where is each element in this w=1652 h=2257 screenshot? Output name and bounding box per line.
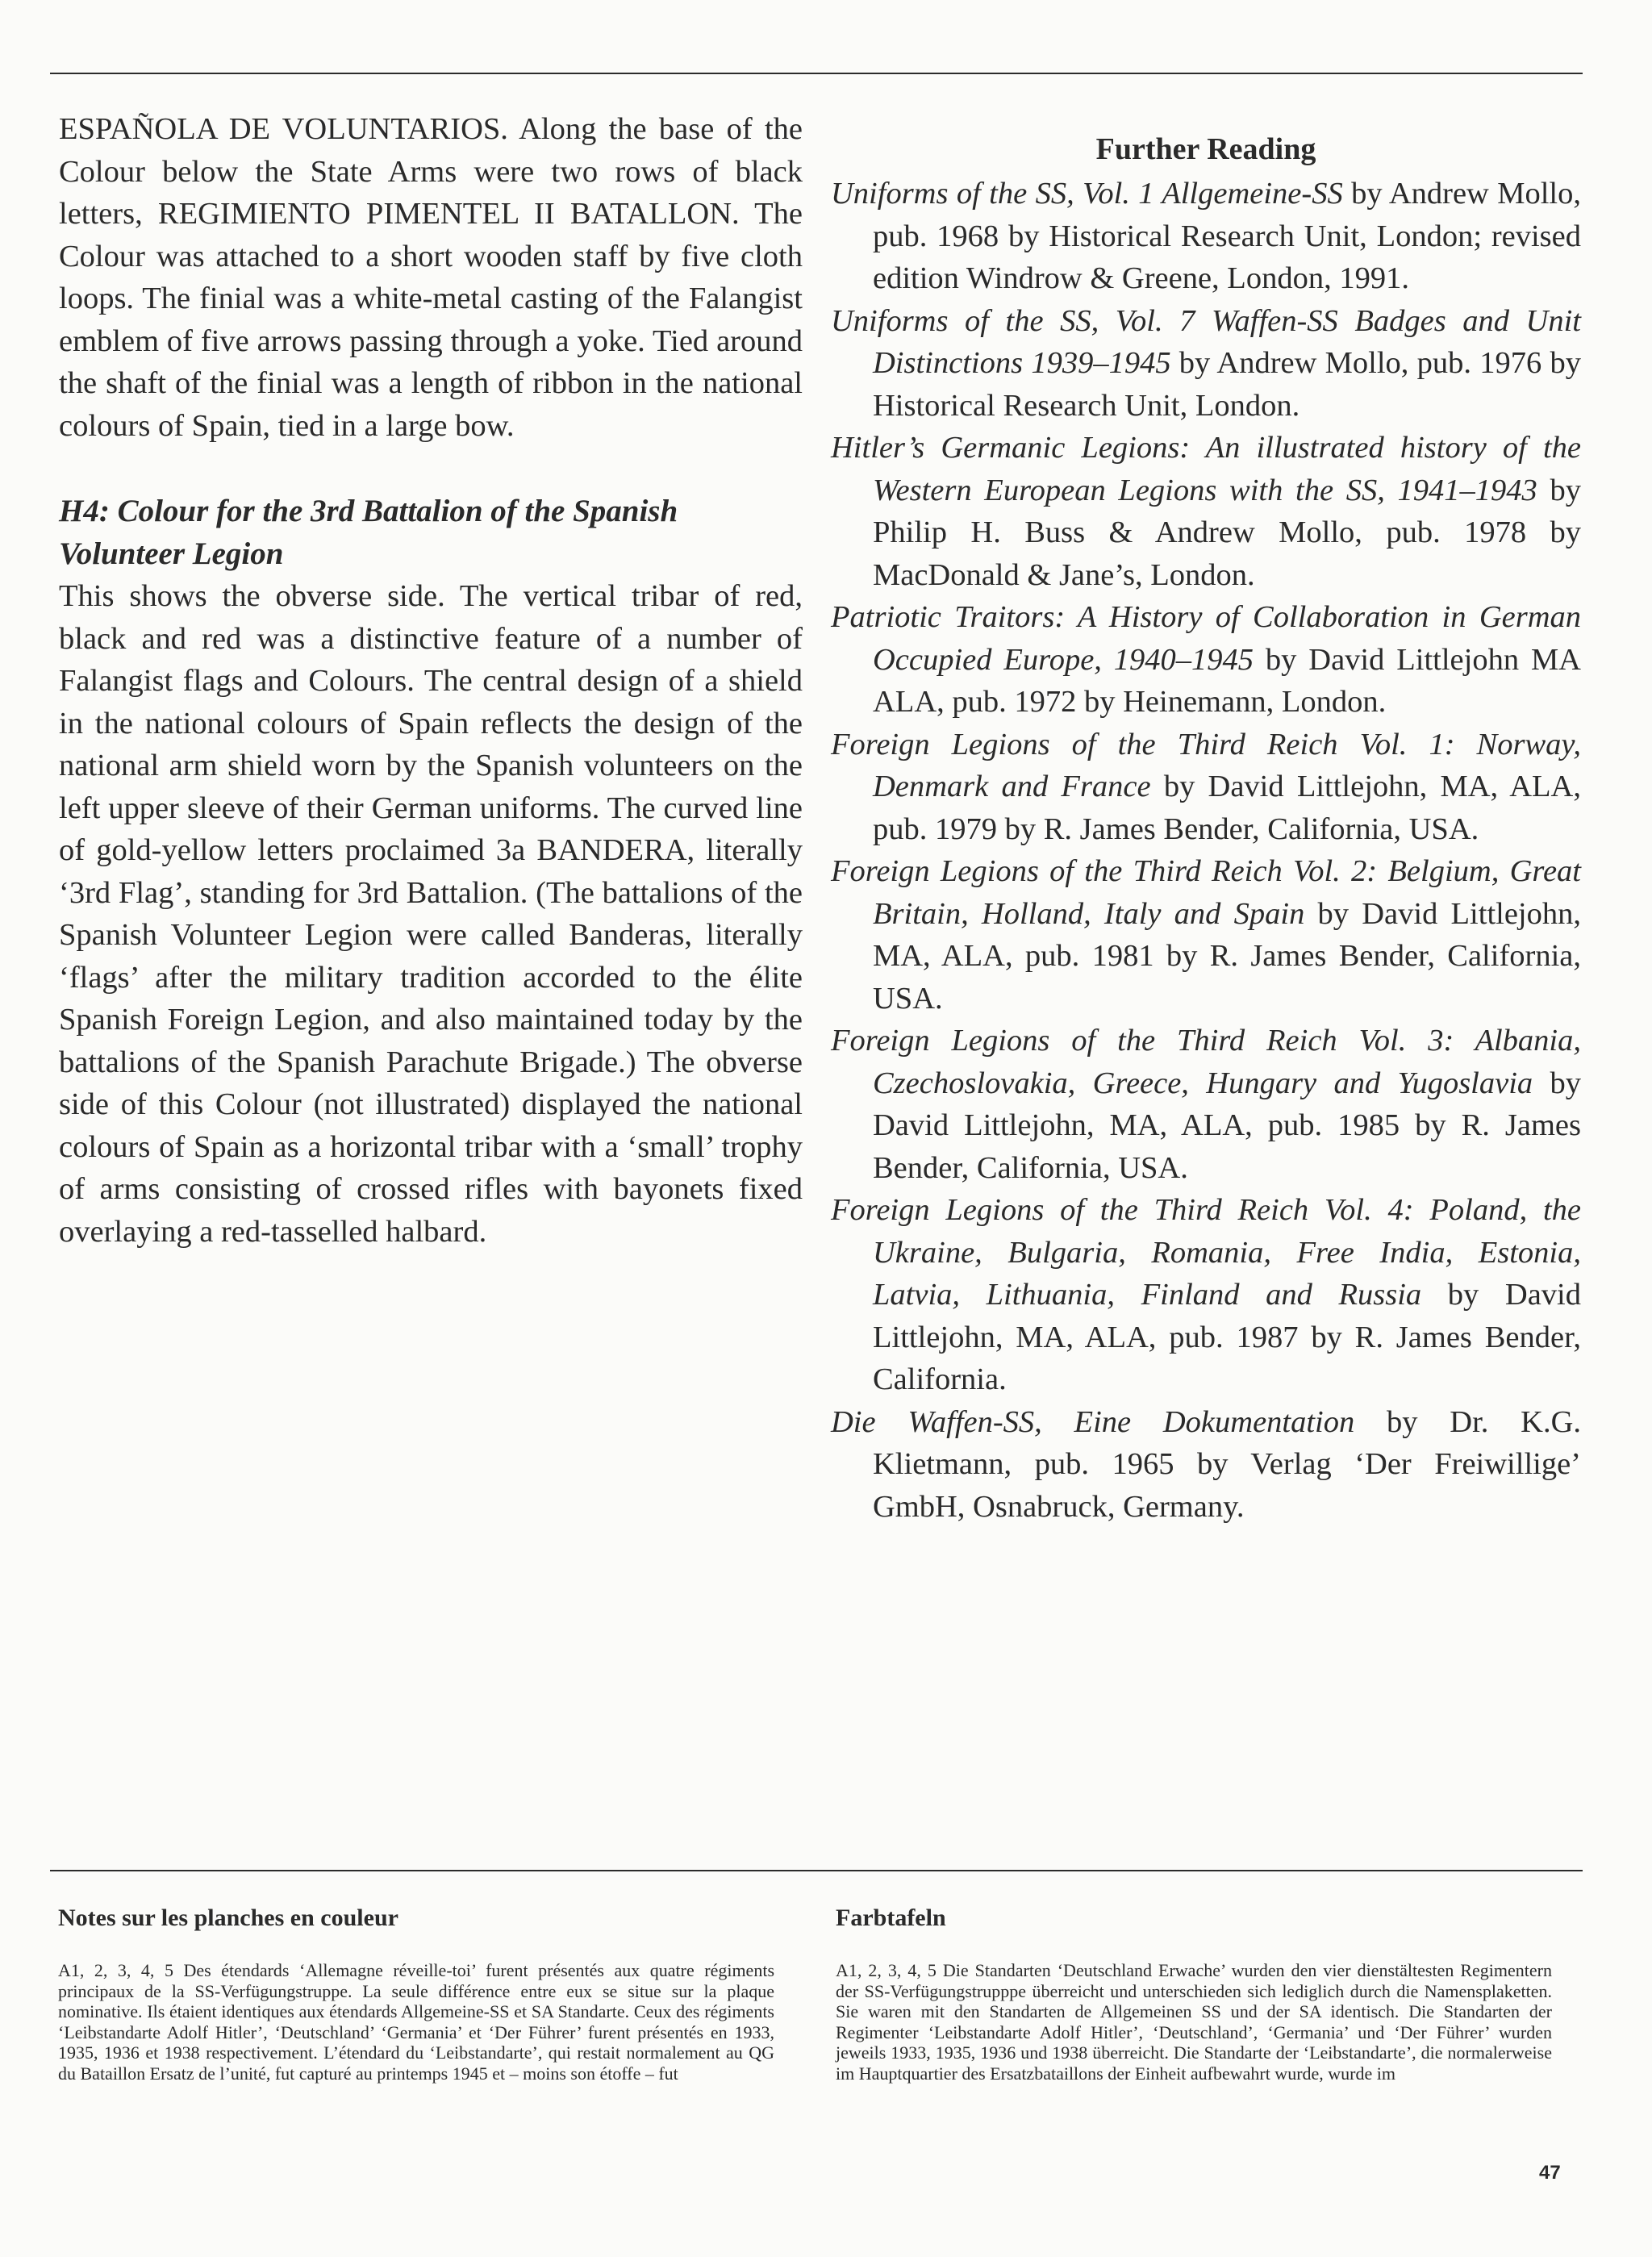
book-details: by David Littlejohn, MA, ALA, pub. 1981 by R. James Bender, California, USA. (873, 896, 1581, 1016)
reading-entry (831, 173, 1581, 300)
reading-entry (831, 1401, 1581, 1529)
top-rule (50, 73, 1583, 74)
reading-entry (831, 724, 1581, 851)
german-notes-title: Farbtafeln (836, 1904, 946, 1931)
book-title: Foreign Legions of the Third Reich Vol. 4: Poland, the Ukraine, Bulgaria, Romania, Free India, Estonia, Latvia, Lithuania, Finland and Russia (831, 1193, 1581, 1312)
book-title: Hitler’s Germanic Legions: An illustrated history of the Western European Legions with the SS, 1941–1943 (831, 431, 1581, 507)
page-number: 47 (1539, 2162, 1561, 2184)
book-title: Foreign Legions of the Third Reich Vol. 3: Albania, Czechoslovakia, Greece, Hungary and Yugoslavia (831, 1024, 1581, 1100)
reading-entry (831, 1189, 1581, 1401)
reading-entry (831, 596, 1581, 724)
bottom-rule (50, 1870, 1583, 1871)
german-notes (836, 1904, 1552, 2084)
body-paragraph: This shows the obverse side. The vertical tribar of red, black and red was a distinctive feature of a number of Falangist flags and Colours. The central design of a shield in the national colours of Spain reflects the design of the national arm shield worn by the Spanish volunteers on the left upper sleeve of their German uniforms. The curved line of gold-yellow letters proclaimed 3a BANDERA, literally ‘3rd Flag’, standing for 3rd Battalion. (The battalions of the Spanish Volunteer Legion were called Banderas, literally ‘flags’ after the military tradition accorded to the élite Spanish Foreign Legion, and also maintained today by the battalions of the Spanish Parachute Brigade.) The obverse side of this Colour (not illustrated) displayed the national colours of Spain as a horizontal tribar with a ‘small’ trophy of arms consisting of crossed rifles with bayonets fixed overlaying a red-tasselled halbard. (59, 579, 803, 1249)
book-title: Uniforms of the SS, Vol. 1 Allgemeine-SS (831, 177, 1343, 211)
reading-entry (831, 300, 1581, 428)
book-title: Patriotic Traitors: A History of Collaboration in German Occupied Europe, 1940–1945 (831, 600, 1581, 677)
french-notes-title: Notes sur les planches en couleur (58, 1904, 398, 1931)
book-details: by Dr. K.G. Klietmann, pub. 1965 by Verlag ‘Der Freiwillige’ GmbH, Osnabruck, Germany. (873, 1404, 1581, 1524)
book-title: Uniforms of the SS, Vol. 7 Waffen-SS Badges and Unit Distinctions 1939–1945 (831, 303, 1581, 380)
book-details: by David Littlejohn, MA, ALA, pub. 1985 by R. James Bender, California, USA. (873, 1066, 1581, 1185)
body-paragraph: ESPAÑOLA DE VOLUNTARIOS. Along the base of the Colour below the State Arms were two rows of black letters, REGIMIENTO PIMENTEL II BATALLON. The Colour was attached to a short wooden staff by five cloth loops. The finial was a white-metal casting of the Falangist emblem of five arrows passing through a yoke. Tied around the shaft of the finial was a length of ribbon in the national colours of Spain, tied in a large bow. (59, 112, 803, 443)
french-notes (58, 1904, 774, 2084)
reading-entry (831, 1020, 1581, 1189)
reading-entry (831, 427, 1581, 596)
book-details: by David Littlejohn, MA, ALA, pub. 1979 by R. James Bender, California, USA. (873, 770, 1581, 846)
book-title: Die Waffen-SS, Eine Dokumentation (831, 1404, 1355, 1439)
reading-entry (831, 850, 1581, 1020)
further-reading-title: Further Reading (1095, 132, 1316, 166)
further-reading-column (831, 129, 1581, 1528)
book-details: by Andrew Mollo, pub. 1968 by Historical Research Unit, London; revised edition Windrow & Greene, London, 1991. (873, 177, 1581, 295)
french-notes-body: A1, 2, 3, 4, 5 Des étendards ‘Allemagne réveille-toi’ furent présentés aux quatre régiments principaux de la SS-Verfügungstruppe. La seule différence entre eux se situe sur la plaque nominative. Ils étaient identiques aux étendards Allgemeine-SS et SA Standarte. Ceux des régiments ‘Leibstandarte Adolf Hitler’, ‘Deutschland’ ‘Germania’ et ‘Der Führer’ furent présentés en 1933, 1935, 1936 et 1938 respectivement. L’étendard du ‘Leibstandarte’, qui restait normalement au QG du Bataillon Ersatz de l’unité, fut capturé au printemps 1945 et – moins son étoffe – fut (58, 1960, 774, 2084)
book-details: by Andrew Mollo, pub. 1976 by Historical Research Unit, London. (873, 346, 1581, 423)
reading-list (831, 173, 1581, 1528)
book-title: Foreign Legions of the Third Reich Vol. 2: Belgium, Great Britain, Holland, Italy and Spain (831, 854, 1581, 931)
german-notes-body: A1, 2, 3, 4, 5 Die Standarten ‘Deutschland Erwache’ wurden den vier dienstältesten Regimentern der SS-Verfügungstrupppe überreicht und unterschieden sich lediglich durch die Namensplaketten. Sie waren mit den Standarten de Allgemeinen SS und der SA identisch. Die Standarten der Regimenter ‘Leibstandarte Adolf Hitler’, ‘Deutschland’, ‘Germania’ und ‘Der Führer’ wurden jeweils 1933, 1935, 1936 und 1938 überreicht. Die Standarte der ‘Leibstandarte’, die normalerweise im Hauptquartier des Ersatzbataillons der Einheit aufbewahrt wurde, wurde im (836, 1960, 1552, 2084)
left-column (59, 108, 803, 1253)
book-details: by David Littlejohn, MA, ALA, pub. 1987 by R. James Bender, California. (873, 1278, 1581, 1396)
book-title: Foreign Legions of the Third Reich Vol. 1: Norway, Denmark and France (831, 727, 1581, 803)
section-heading: H4: Colour for the 3rd Battalion of the Spanish Volunteer Legion (59, 494, 678, 571)
book-details: by David Littlejohn MA ALA, pub. 1972 by Heinemann, London. (873, 642, 1581, 719)
book-details: by Philip H. Buss & Andrew Mollo, pub. 1978 by MacDonald & Jane’s, London. (873, 473, 1581, 592)
